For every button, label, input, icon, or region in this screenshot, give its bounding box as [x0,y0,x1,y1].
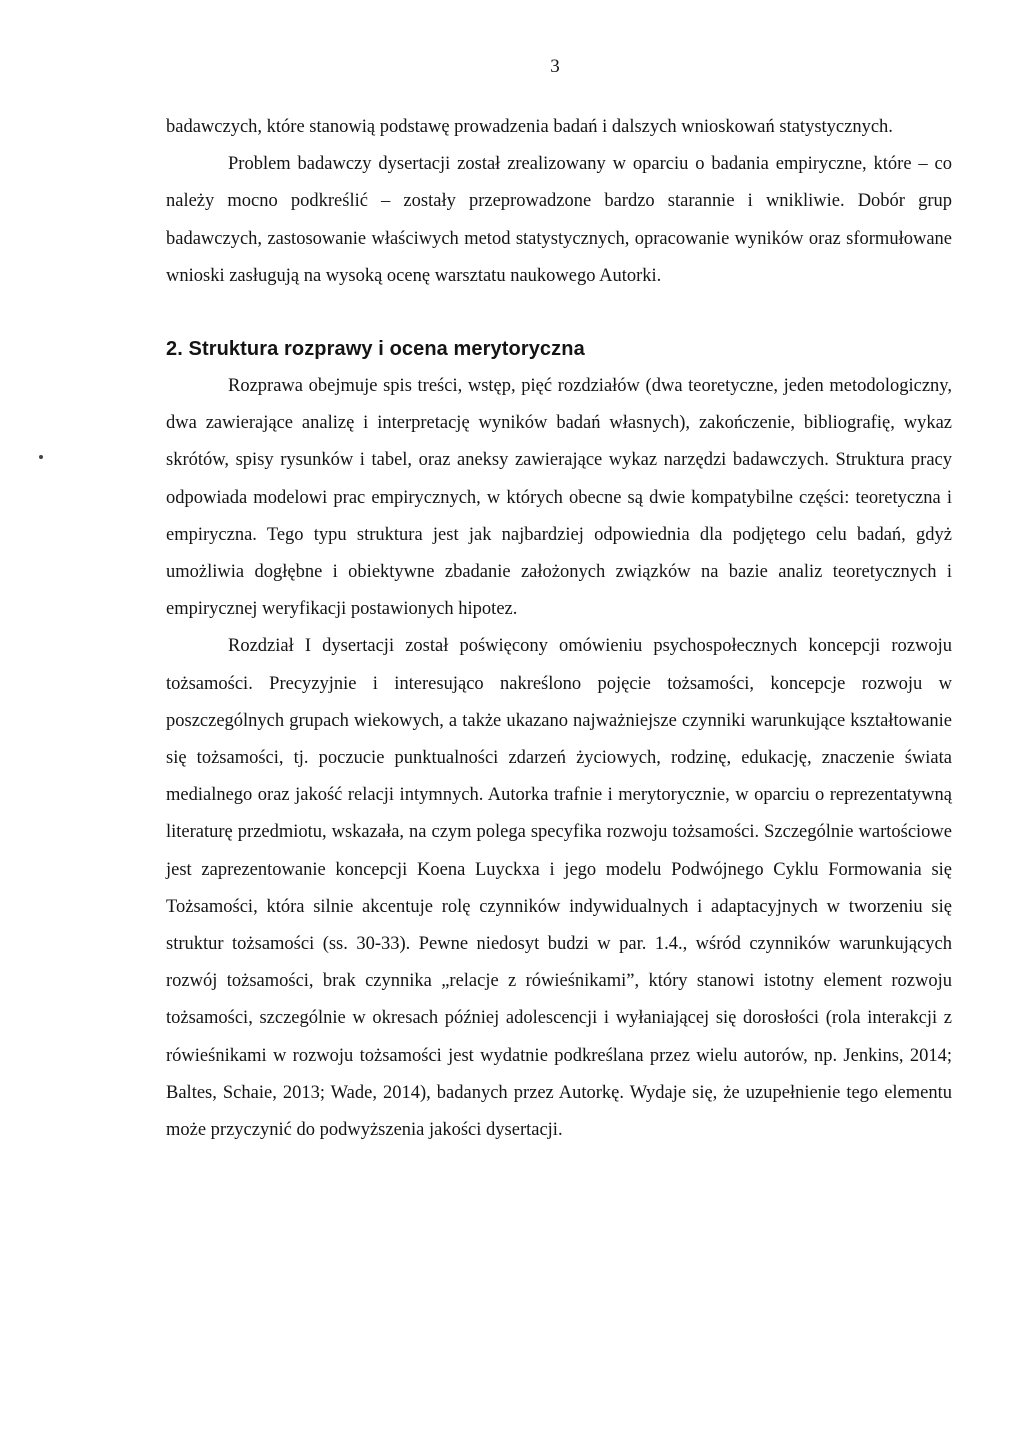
page-number: 3 [550,56,560,77]
paragraph-continuation: badawczych, które stanowią podstawę prowadzenia badań i dalszych wnioskowań statystycznych. [166,117,893,137]
margin-dot-mark [39,455,43,459]
paragraph-structure: Rozprawa obejmuje spis treści, wstęp, pięć rozdziałów (dwa teoretyczne, jeden metodologiczny, dwa zawierające analizę i interpretację wyników badań własnych), zakończenie, bibliografię, wykaz skrótów, spisy rysunków i tabel, oraz aneksy zawierające wykaz narzędzi badawczych. Struktura pracy odpowiada modelowi prac empirycznych, w których obecne są dwie kompatybilne części: teoretyczna i empiryczna. Tego typu struktura jest jak najbardziej odpowiednia dla podjętego celu badań, gdyż umożliwia dogłębne i obiektywne zbadanie założonych związków na bazie analiz teoretycznych i empirycznej weryfikacji postawionych hipotez. [166,376,952,620]
section-heading: 2. Struktura rozprawy i ocena merytoryczna [166,338,585,361]
paragraph-chapter-one: Rozdział I dysertacji został poświęcony omówieniu psychospołecznych koncepcji rozwoju tożsamości. Precyzyjnie i interesująco nakreślono pojęcie tożsamości, koncepcje rozwoju w poszczególnych grupach wiekowych, a także ukazano najważniejsze czynniki warunkujące kształtowanie się tożsamości, tj. poczucie punktualności zdarzeń życiowych, rodzinę, edukację, znaczenie świata medialnego oraz jakość relacji intymnych. Autorka trafnie i merytorycznie, w oparciu o reprezentatywną literaturę przedmiotu, wskazała, na czym polega specyfika rozwoju tożsamości. Szczególnie wartościowe jest zaprezentowanie koncepcji Koena Luyckxa i jego modelu Podwójnego Cyklu Formowania się Tożsamości, która silnie akcentuje rolę czynników indywidualnych i adaptacyjnych w tworzeniu się struktur tożsamości (ss. 30-33). Pewne niedosyt budzi w par. 1.4., wśród czynników warunkujących rozwój tożsamości, brak czynnika „relacje z rówieśnikami”, który stanowi istotny element rozwoju tożsamości, szczególnie w okresach później adolescencji i wyłaniającej się dorosłości (rola interakcji z rówieśnikami w rozwoju tożsamości jest wydatnie podkreślana przez wielu autorów, np. Jenkins, 2014; Baltes, Schaie, 2013; Wade, 2014), badanych przez Autorkę. Wydaje się, że uzupełnienie tego elementu może przyczynić do podwyższenia jakości dysertacji. [166,636,952,1141]
document-body [166,109,952,1149]
paragraph-research-problem: Problem badawczy dysertacji został zrealizowany w oparciu o badania empiryczne, które – co należy mocno podkreślić – zostały przeprowadzone bardzo starannie i wnikliwie. Dobór grup badawczych, zastosowanie właściwych metod statystycznych, opracowanie wyników oraz sformułowane wnioski zasługują na wysoką ocenę warsztatu naukowego Autorki. [166,154,952,286]
